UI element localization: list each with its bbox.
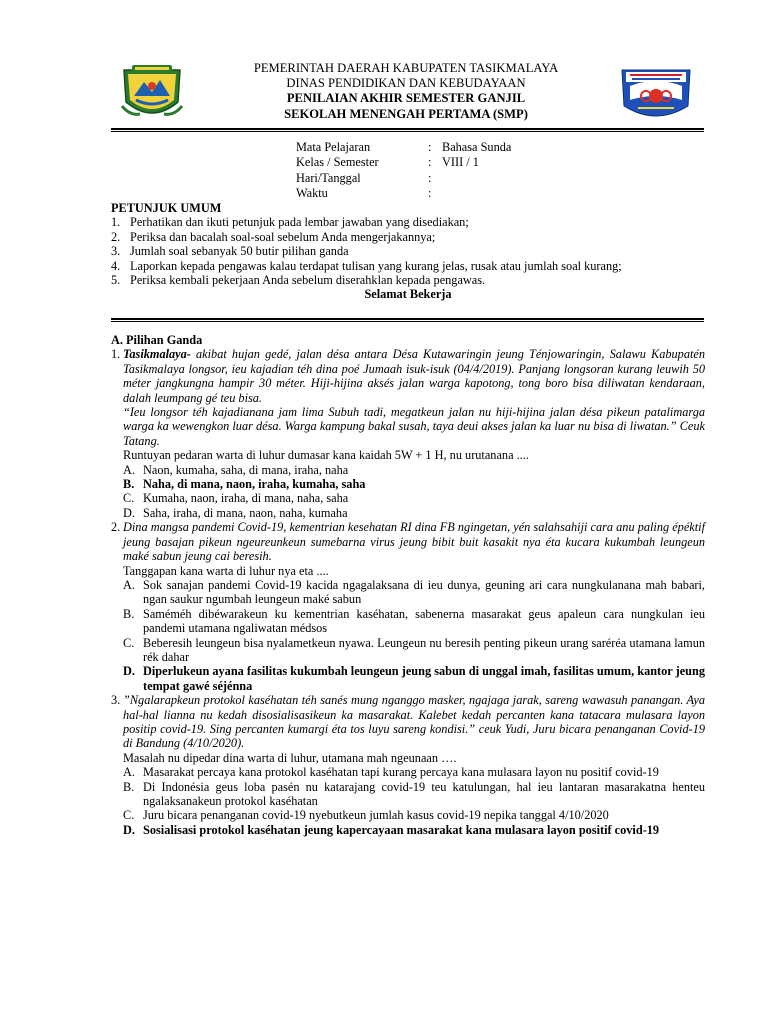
- info-row-date: [296, 171, 511, 186]
- info-colon: :: [428, 155, 432, 170]
- header-block: [190, 61, 622, 122]
- question-1: [111, 347, 705, 520]
- header-line-4: SEKOLAH MENENGAH PERTAMA (SMP): [284, 106, 528, 121]
- option-text: Di Indonésia geus loba pasén nu katarajang covid-19 teu katulungan, hal ieu lantaran masarakatna henteu ngalaksanakeun protokol kaséhatan: [143, 779, 705, 808]
- item-text: Perhatikan dan ikuti petunjuk pada lembar jawaban yang disediakan;: [130, 215, 469, 230]
- exam-info: [296, 140, 511, 202]
- option-text: Diperlukeun ayana fasilitas kukumbah leungeun jeung sabun di unggal imah, fasilitas umum, kantor jeung tempat gawé séjénna: [143, 664, 705, 693]
- option-letter: B.: [123, 779, 135, 794]
- smp-school-emblem-icon: [618, 66, 694, 126]
- question-stem: ”Ngalarapkeun protokol kaséhatan téh sanés mung nganggo masker, ngajaga jarak, sareng wawasuh panangan. Aya hal-hal lianna nu kedah disosialisasikeun ka masarakat. Kalebet kedah percanten kana tatacara mulasara layon positip covid-19. Sing percanten kumargi éta tos luyu sareng kondisi.” ceuk Yudi, Juru bicara penanganan Covid-19 di Bandung (4/10/2020).: [123, 693, 705, 751]
- instructions-title: PETUNJUK UMUM: [111, 201, 222, 215]
- info-row-class: [296, 155, 511, 170]
- header-line-2: DINAS PENDIDIKAN DAN KEBUDAYAAN: [286, 76, 526, 91]
- header-line-1: PEMERINTAH DAERAH KABUPATEN TASIKMALAYA: [253, 61, 559, 75]
- list-item: [111, 273, 705, 287]
- info-colon: :: [428, 140, 432, 154]
- stem-quote: “Ieu longsor téh kajadianana jam lima Subuh tadi, megatkeun jalan nu hiji-hijina jalan désa pikeun patalimarga warga ka wewengkon luar désa. Warga kampung bakal susah, taya deui akses jalan ka luar nu bisa di liwatan.” Ceuk Tatang.: [123, 405, 705, 448]
- info-label: Hari/Tanggal: [296, 170, 361, 185]
- question-number: 2.: [111, 520, 121, 535]
- option-text: Saméméh dibéwarakeun ku kementrian kaséhatan, sabenerna masarakat geus apaleun cara nungkulan ieu pandemi utamana ngaliwatan médsos: [143, 606, 705, 636]
- option-a[interactable]: [123, 463, 705, 477]
- closing-greeting: Selamat Bekerja: [364, 287, 452, 302]
- info-label: Mata Pelajaran: [296, 140, 371, 154]
- multiple-choice-section: [111, 333, 705, 837]
- option-d[interactable]: [123, 506, 705, 520]
- option-letter: A.: [123, 765, 135, 780]
- question-prompt: Runtuyan pedaran warta di luhur dumasar kana kaidah 5W + 1 H, nu urutanana ....: [123, 448, 529, 463]
- item-number: 1.: [111, 215, 121, 230]
- option-letter: A.: [123, 462, 135, 477]
- option-a[interactable]: [123, 578, 705, 607]
- option-text: Kumaha, naon, iraha, di mana, naha, saha: [143, 491, 349, 506]
- info-value: Bahasa Sunda: [442, 140, 512, 154]
- option-text: Sosialisasi protokol kaséhatan jeung kapercayaan masarakat kana mulasara layon positif covid-19: [143, 822, 660, 837]
- option-b[interactable]: [123, 780, 705, 809]
- info-row-time: [296, 186, 511, 201]
- list-item: [111, 230, 705, 244]
- option-letter: D.: [123, 664, 135, 679]
- option-text: Juru bicara penanganan covid-19 nyebutkeun jumlah kasus covid-19 nepika tanggal 4/10/2020: [143, 808, 609, 823]
- option-text: Sok sanajan pandemi Covid-19 kacida ngagalaksana di ieu dunya, geuning ari cara nungkulanana mah babari, ngan saukur ngumbah leungeun maké sabun: [143, 577, 705, 607]
- question-prompt: Masalah nu dipedar dina warta di luhur, utamana mah ngeunaan ….: [123, 750, 457, 765]
- item-number: 3.: [111, 244, 121, 259]
- option-c[interactable]: [123, 491, 705, 505]
- info-row-subject: [296, 140, 511, 155]
- question-3: [111, 693, 705, 837]
- question-stem: Dina mangsa pandemi Covid-19, kementrian kesehatan RI dina FB ngingetan, yén salahsahiji cara anu paling épéktif jeung basajan pikeun ngeureunkeun sumebarna virus jeung bibit buit kasakit nya éta kucara kukumbah leungeun maké sabun jeung cai beresih.: [123, 520, 705, 564]
- list-item: [111, 259, 705, 273]
- item-text: Periksa kembali pekerjaan Anda sebelum diserahklan kepada pengawas.: [130, 273, 486, 288]
- option-text: Beberesih leungeun bisa nyalametkeun nyawa. Leungeun nu beresih penting pikeun urang saréréa utamana lamun rék dahar: [143, 635, 705, 664]
- option-letter: B.: [123, 606, 135, 621]
- question-2: [111, 520, 705, 693]
- option-text: Masarakat percaya kana protokol kaséhatan tapi kurang percaya kana mulasara layon nu positif covid-19: [143, 765, 659, 780]
- section-title: A. Pilihan Ganda: [111, 333, 203, 347]
- header-line-3: PENILAIAN AKHIR SEMESTER GANJIL: [286, 91, 526, 106]
- info-label: Kelas / Semester: [296, 155, 379, 170]
- option-b[interactable]: [123, 477, 705, 491]
- stem-text: akibat hujan gedé, jalan désa antara Désa Kutawaringin jeung Ténjowaringin, Salawu Kabupatén Tasikmalaya longsor, ieu kajadian téh dina poé Jumaah isuk-isuk (04/4/2019). Panjang longsoran kurang leuwih 50 méter jangkungna hampir 30 méter. Hiji-hijina aksés jalan warga kapotong, tong boro bisa diliwatan kendaraan, dalah leumpang gé teu bisa.: [123, 347, 705, 405]
- info-label: Waktu: [296, 186, 328, 201]
- info-colon: :: [428, 170, 432, 185]
- instructions-divider-thick: [111, 318, 704, 320]
- stem-lead: Tasikmalaya-: [123, 347, 191, 362]
- list-item: [111, 215, 705, 229]
- info-value: VIII / 1: [442, 155, 479, 170]
- list-item: [111, 244, 705, 258]
- option-letter: D.: [123, 822, 135, 837]
- option-b[interactable]: [123, 607, 705, 636]
- info-colon: :: [428, 186, 432, 201]
- item-number: 4.: [111, 258, 121, 273]
- question-number: 1.: [111, 347, 121, 362]
- general-instructions: [111, 201, 705, 302]
- header-divider-thin: [111, 131, 704, 132]
- question-prompt: Tanggapan kana warta di luhur nya eta ....: [123, 563, 329, 578]
- option-letter: D.: [123, 505, 135, 520]
- question-stem: [123, 347, 705, 405]
- option-c[interactable]: [123, 636, 705, 665]
- item-number: 2.: [111, 229, 121, 244]
- option-letter: C.: [123, 808, 135, 823]
- instructions-divider-thin: [111, 321, 704, 322]
- instructions-list: [111, 215, 705, 287]
- option-letter: B.: [123, 477, 135, 492]
- tasikmalaya-crest-icon: [118, 62, 186, 124]
- question-number: 3.: [111, 693, 121, 708]
- option-text: Saha, iraha, di mana, naon, naha, kumaha: [143, 505, 348, 520]
- option-text: Naon, kumaha, saha, di mana, iraha, naha: [143, 462, 349, 477]
- option-letter: C.: [123, 491, 135, 506]
- option-a[interactable]: [123, 765, 705, 779]
- option-d[interactable]: [123, 823, 705, 837]
- item-text: Laporkan kepada pengawas kalau terdapat tulisan yang kurang jelas, rusak atau jumlah soal kurang;: [130, 258, 622, 273]
- item-text: Periksa dan bacalah soal-soal sebelum Anda mengerjakannya;: [130, 229, 436, 244]
- header-divider-thick: [111, 128, 704, 130]
- option-d[interactable]: [123, 664, 705, 693]
- option-text: Naha, di mana, naon, iraha, kumaha, saha: [143, 477, 366, 492]
- option-letter: C.: [123, 635, 135, 650]
- option-letter: A.: [123, 577, 135, 592]
- item-text: Jumlah soal sebanyak 50 butir pilihan ganda: [130, 244, 349, 259]
- item-number: 5.: [111, 273, 121, 288]
- option-c[interactable]: [123, 808, 705, 822]
